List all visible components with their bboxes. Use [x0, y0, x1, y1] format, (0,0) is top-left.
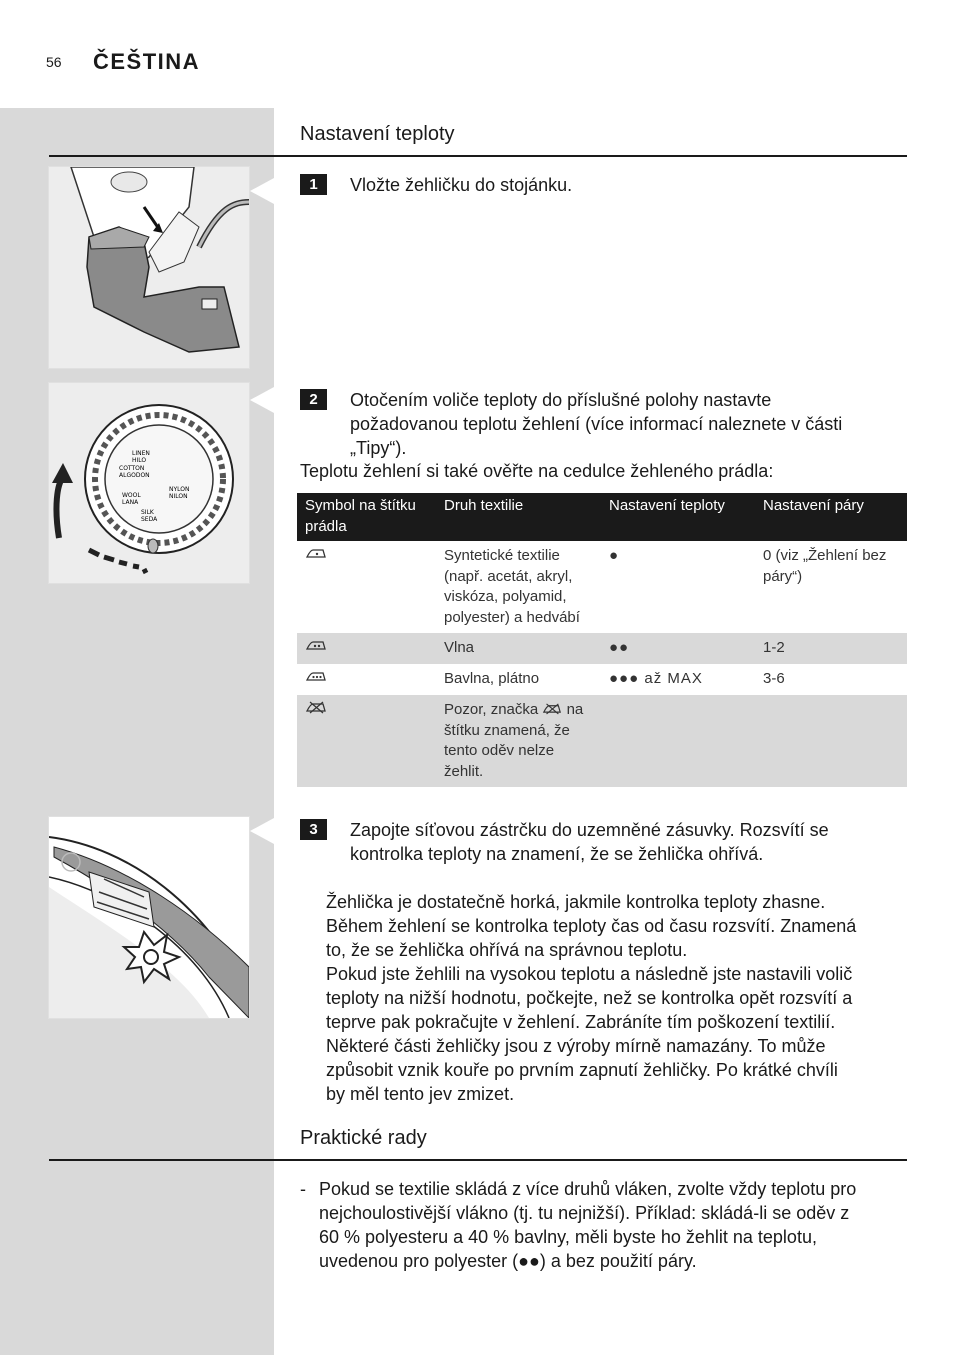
iron-3-dots-icon	[305, 669, 327, 683]
iron-2-dots-icon	[305, 638, 327, 652]
steam-cell	[755, 695, 907, 787]
step-2-line: Otočením voliče teploty do příslušné polohy nastavte	[350, 390, 772, 410]
tip-line: nejchoulostivější vlákno (tj. tu nejnižší). Příklad: skládá-li se oděv z	[319, 1203, 850, 1223]
temperature-cell: ●●● až MAX	[609, 670, 703, 687]
note-line: Některé části žehličky jsou z výroby mírně namazány. To může	[326, 1036, 826, 1056]
bullet-dash: -	[300, 1179, 306, 1199]
iron-symbol-cell	[297, 633, 436, 664]
temperature-table	[297, 493, 907, 787]
header-textile: Druh textilie	[436, 493, 601, 541]
steam-line: páry“)	[763, 567, 803, 585]
note-line: Žehlička je dostatečně horká, jakmile kontrolka teploty zhasne.	[326, 892, 826, 912]
textile-cell	[436, 695, 601, 787]
step-2-line: „Tipy“).	[350, 438, 407, 458]
table-row	[297, 541, 907, 633]
steam-cell: 1-2	[755, 633, 907, 664]
note-line: teploty na nižší hodnotu, počkejte, než se kontrolka opět rozsvítí a	[326, 988, 853, 1008]
illustration-pointer	[250, 818, 274, 844]
tip-line: Pokud se textilie skládá z více druhů vláken, zvolte vždy teplotu pro	[319, 1179, 857, 1199]
steam-line: 0 (viz „Žehlení bez	[763, 547, 887, 564]
note-line: způsobit vznik kouře po prvním zapnutí žehličky. Po krátké chvíli	[326, 1060, 838, 1080]
textile-line: žehlit.	[444, 762, 484, 780]
header-symbol	[297, 493, 436, 541]
textile-line	[444, 700, 593, 721]
header-symbol-line: Symbol na štítku	[305, 497, 416, 514]
step-3-line: Zapojte síťovou zástrčku do uzemněné zásuvky. Rozsvítí se	[350, 820, 829, 840]
dial-label-algodon: ALGODON	[119, 472, 150, 479]
textile-line: tento oděv nelze	[444, 742, 555, 759]
table-row	[297, 633, 907, 664]
do-not-iron-icon	[305, 700, 327, 714]
table-row	[297, 664, 907, 695]
step-number-1: 1	[300, 174, 327, 195]
illustration-pointer	[250, 387, 274, 413]
textile-text: Pozor, značka	[444, 701, 539, 718]
step-2-text	[350, 388, 910, 460]
step-number-2: 2	[300, 389, 327, 410]
table-header-row	[297, 493, 907, 541]
note-line: teprve pak pokračujte v žehlení. Zabráníte tím poškození textilií.	[326, 1012, 836, 1032]
temperature-dial-illustration	[48, 382, 250, 584]
iron-in-stand-illustration	[48, 166, 250, 369]
textile-line: Syntetické textilie	[444, 547, 560, 564]
tip-line: uvedenou pro polyester (●●) a bez použití páry.	[319, 1251, 697, 1271]
dial-label-linen: LINEN	[132, 450, 150, 457]
step-2-line: požadovanou teplotu žehlení (více informací naleznete v části	[350, 414, 843, 434]
dial-label-silk: SILK	[141, 509, 154, 516]
dial-label-seda: SEDA	[141, 516, 158, 523]
textile-line: (např. acetát, akryl,	[444, 567, 573, 585]
temperature-cell: ●	[609, 547, 620, 564]
dial-label-lana: LANA	[122, 499, 139, 506]
tip-bullet-text	[319, 1177, 909, 1273]
step-number-3: 3	[300, 819, 327, 840]
header-temperature: Nastavení teploty	[601, 493, 755, 541]
dial-label-nilon: NILON	[169, 493, 188, 500]
page-header: ČEŠTINA	[93, 49, 201, 74]
iron-symbol-cell	[297, 695, 436, 787]
section-title: Praktické rady	[300, 1127, 427, 1149]
note-line: Pokud jste žehlili na vysokou teplotu a následně jste nastavili volič	[326, 964, 853, 984]
textile-cell: Bavlna, plátno	[444, 670, 540, 687]
temperature-cell: ●●	[601, 633, 755, 664]
table-row	[297, 695, 907, 787]
dial-label-wool: WOOL	[122, 492, 141, 499]
page-number: 56	[46, 54, 62, 70]
header-steam: Nastavení páry	[755, 493, 907, 541]
illustration-pointer	[250, 178, 274, 204]
table-intro: Teplotu žehlení si také ověřte na cedulce žehleného prádla:	[300, 461, 774, 481]
temperature-light-illustration	[48, 816, 250, 1019]
note-line: to, že se žehlička ohřívá na správnou teplotu.	[326, 940, 688, 960]
section-title: Nastavení teploty	[300, 123, 455, 145]
iron-1-dot-icon	[305, 546, 327, 560]
tip-line: 60 % polyesteru a 40 % bavlny, měli byste ho žehlit na teplotu,	[319, 1227, 817, 1247]
step-3-text	[350, 818, 910, 866]
header-symbol-line: prádla	[305, 517, 347, 535]
step-3-line: kontrolka teploty na znamení, že se žehlička ohřívá.	[350, 844, 764, 864]
textile-text: na	[566, 701, 584, 718]
temperature-cell	[601, 695, 755, 787]
iron-symbol-cell	[297, 541, 436, 633]
do-not-iron-icon	[542, 702, 562, 715]
textile-line: viskóza, polyamid,	[444, 588, 567, 605]
note-line: by měl tento jev zmizet.	[326, 1084, 515, 1104]
dial-label-hilo: HILO	[132, 457, 147, 464]
section-rule	[49, 1159, 907, 1161]
steam-cell	[755, 541, 907, 633]
textile-cell	[436, 541, 601, 633]
iron-symbol-cell	[297, 664, 436, 695]
steam-cell: 3-6	[763, 670, 785, 687]
note-paragraph	[326, 890, 916, 1106]
textile-cell: Vlna	[436, 633, 601, 664]
step-1-text: Vložte žehličku do stojánku.	[350, 175, 573, 195]
section-rule	[49, 155, 907, 157]
textile-line: štítku znamená, že	[444, 721, 570, 739]
dial-label-cotton: COTTON	[119, 465, 145, 472]
dial-label-nylon: NYLON	[169, 486, 190, 493]
note-line: Během žehlení se kontrolka teploty čas od času rozsvítí. Znamená	[326, 916, 857, 936]
textile-line: polyester) a hedvábí	[444, 608, 580, 626]
